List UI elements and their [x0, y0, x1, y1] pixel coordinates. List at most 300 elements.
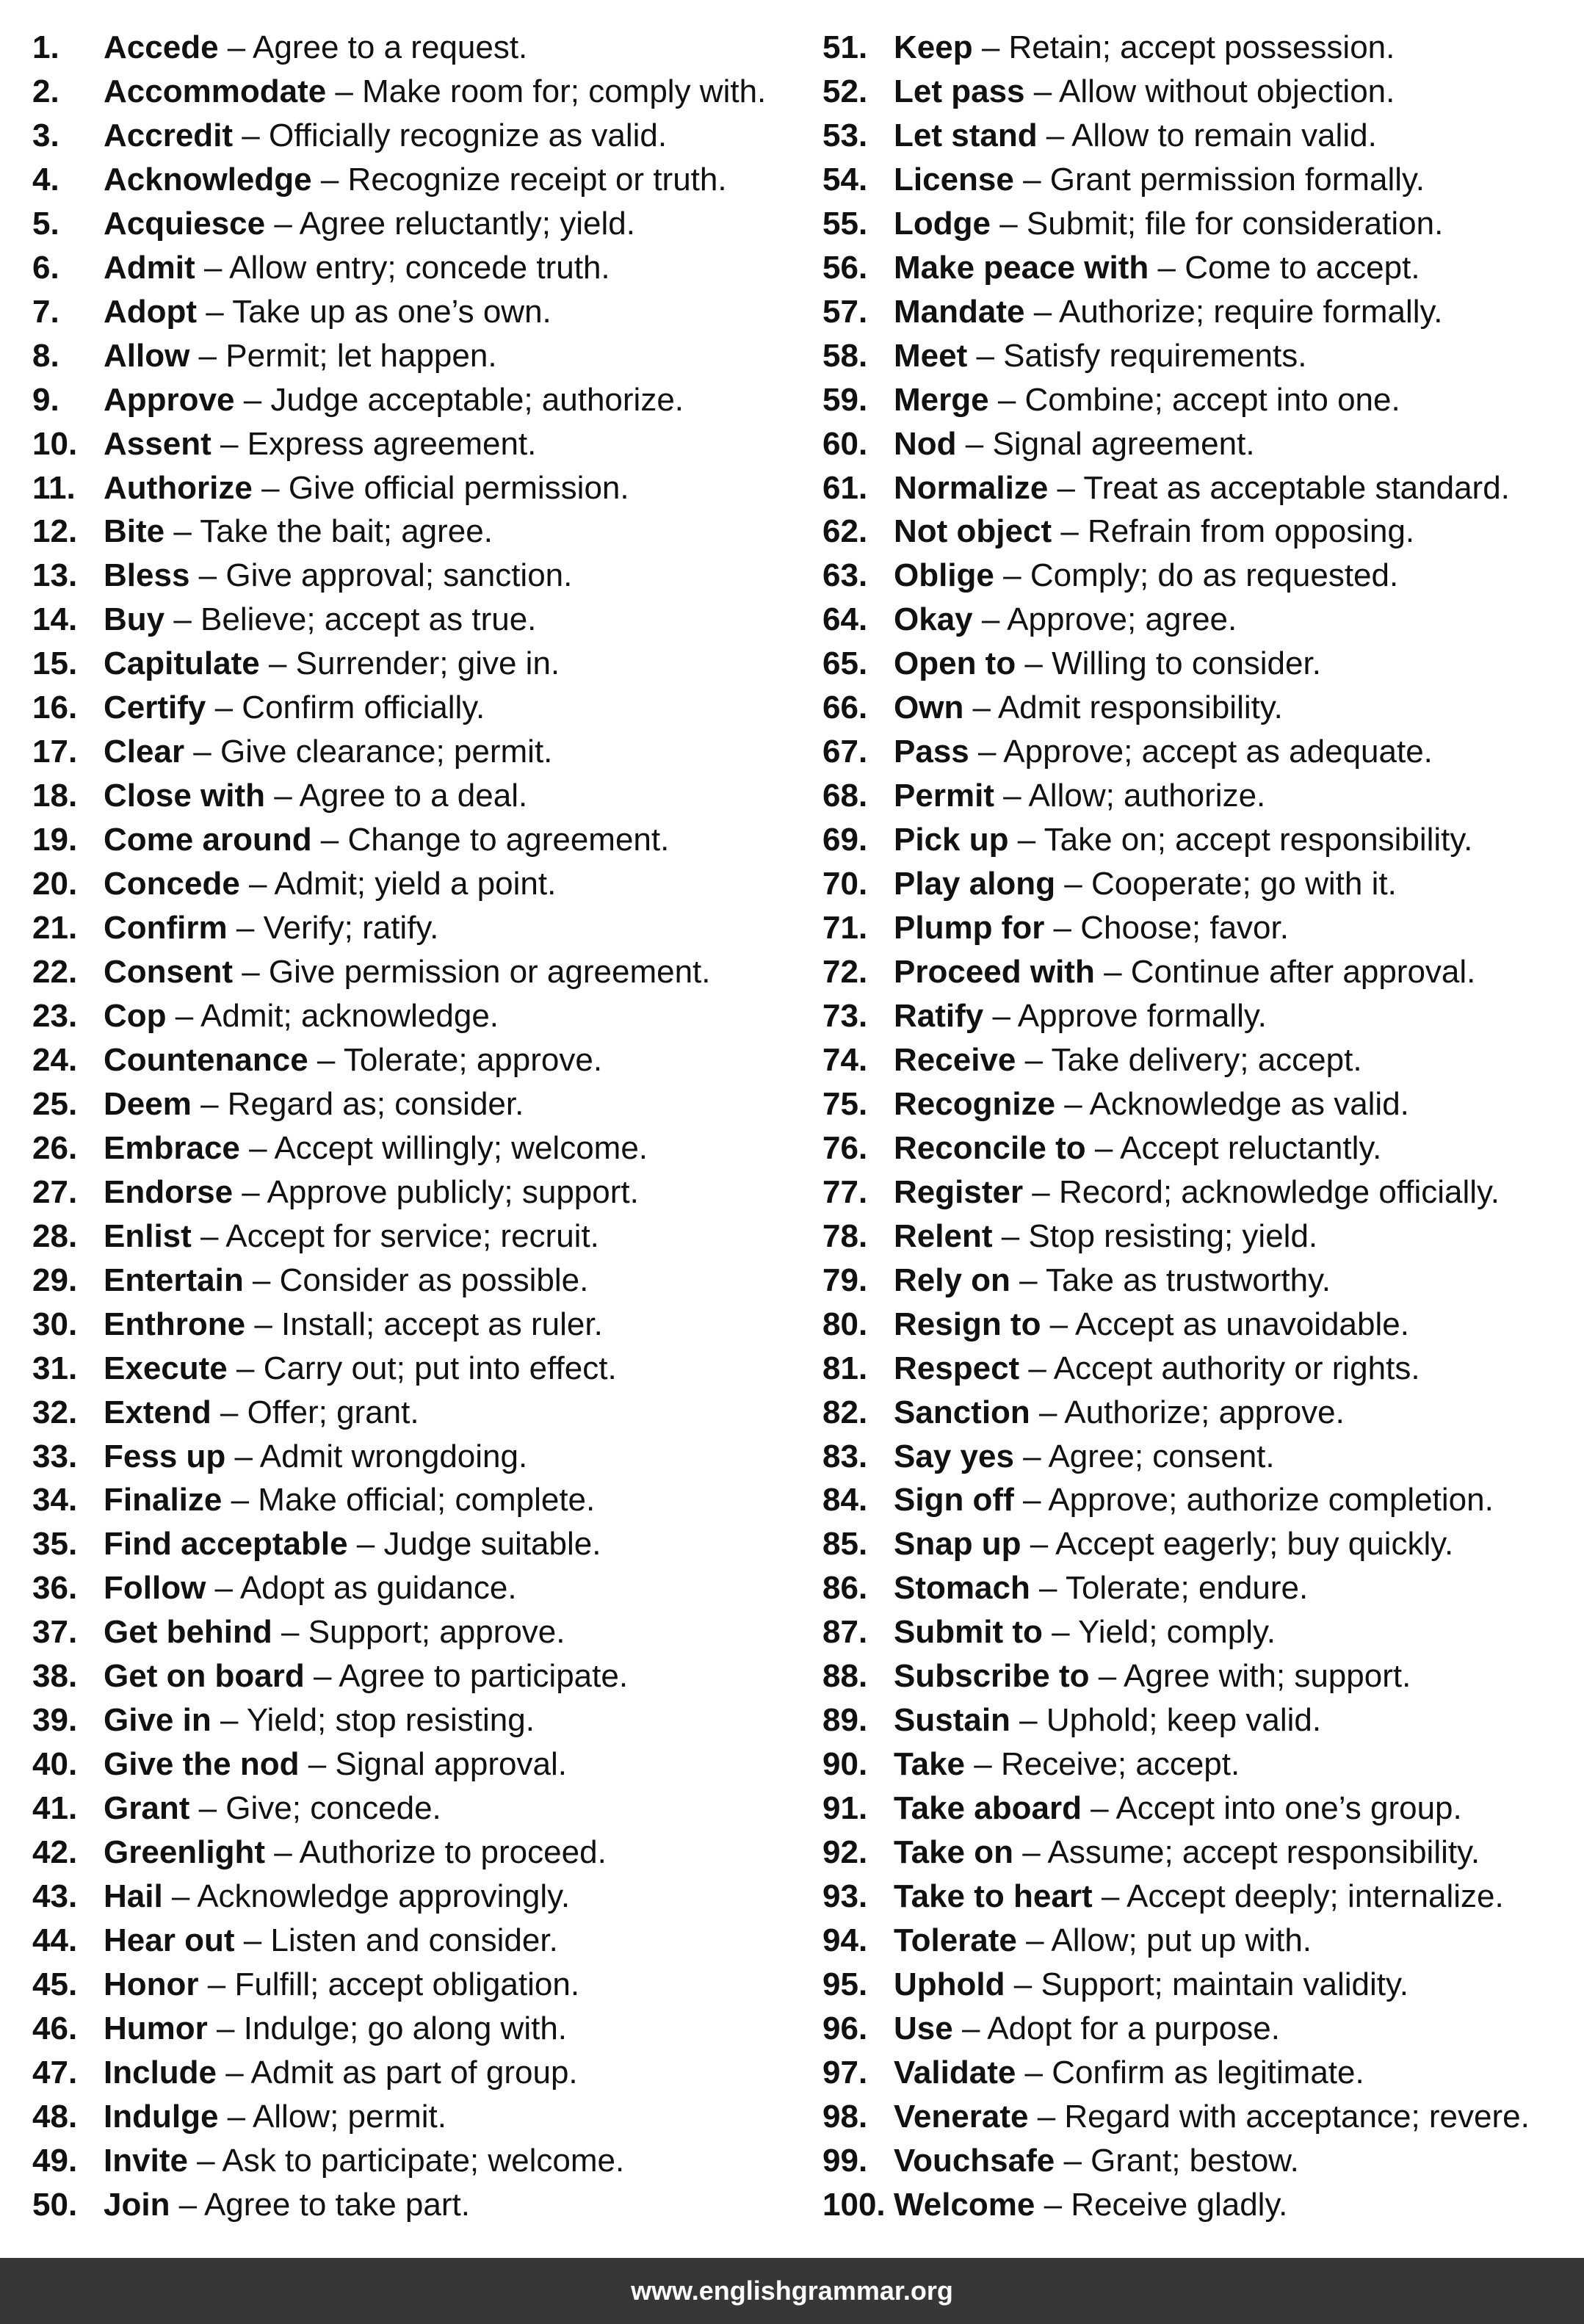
item-number: 18.: [32, 778, 78, 814]
item-term: Let stand: [894, 117, 1038, 153]
item-definition: Give official permission.: [288, 469, 629, 506]
item-separator: –: [164, 601, 201, 638]
item-definition: Make room for; comply with.: [362, 73, 767, 109]
item-number: 44.: [32, 1922, 78, 1958]
item-separator: –: [1044, 910, 1081, 946]
item-definition: Take as trustworthy.: [1046, 1261, 1331, 1298]
item-separator: –: [1013, 1482, 1049, 1518]
item-definition: Support; maintain validity.: [1041, 1966, 1408, 2002]
item-number: 24.: [32, 1041, 78, 1078]
item-number: 58.: [822, 337, 868, 374]
item-definition: Adopt as guidance.: [239, 1570, 517, 1607]
item-separator: –: [225, 1438, 260, 1474]
item-definition: Receive gladly.: [1071, 2186, 1288, 2223]
item-number: 46.: [32, 2010, 78, 2046]
item-term: Accommodate: [104, 73, 327, 109]
item-term: Submit to: [894, 1614, 1043, 1651]
item-definition: Surrender; give in.: [295, 645, 560, 682]
item-number: 40.: [32, 1746, 78, 1783]
item-number: 31.: [32, 1350, 78, 1386]
item-number: 16.: [32, 689, 78, 726]
item-term: Bless: [104, 557, 190, 594]
item-term: Certify: [104, 689, 206, 726]
item-definition: Cooperate; go with it.: [1091, 866, 1397, 902]
item-definition: Officially recognize as valid.: [269, 117, 668, 153]
item-separator: –: [1055, 2142, 1091, 2179]
item-term: Snap up: [894, 1526, 1021, 1563]
item-term: Uphold: [894, 1966, 1005, 2002]
item-separator: –: [207, 2010, 244, 2046]
item-definition: Accept for service; recruit.: [225, 1217, 599, 1254]
item-number: 93.: [822, 1878, 868, 1915]
item-separator: –: [265, 1834, 300, 1871]
item-number: 27.: [32, 1173, 78, 1210]
item-definition: Give; concede.: [225, 1790, 441, 1827]
item-definition: Regard with acceptance; revere.: [1064, 2098, 1530, 2135]
item-term: Take: [894, 1746, 966, 1783]
item-term: Vouchsafe: [894, 2142, 1055, 2179]
item-separator: –: [198, 1966, 235, 2002]
item-number: 74.: [822, 1041, 868, 1078]
item-separator: –: [972, 601, 1008, 638]
item-separator: –: [992, 1217, 1029, 1254]
item-definition: Allow; authorize.: [1028, 778, 1266, 814]
item-number: 64.: [822, 601, 868, 638]
item-number: 12.: [32, 513, 78, 550]
item-number: 73.: [822, 997, 868, 1034]
item-term: Tolerate: [894, 1922, 1017, 1958]
item-term: Not object: [894, 513, 1052, 550]
item-separator: –: [988, 381, 1025, 418]
item-definition: Acknowledge approvingly.: [197, 1878, 571, 1915]
item-definition: Regard as; consider.: [227, 1085, 524, 1122]
item-number: 39.: [32, 1702, 78, 1739]
item-separator: –: [239, 866, 275, 902]
item-separator: –: [1010, 1261, 1046, 1298]
item-term: Proceed with: [894, 954, 1095, 991]
item-definition: Authorize to proceed.: [299, 1834, 607, 1871]
item-term: Own: [894, 689, 964, 726]
item-term: Validate: [894, 2054, 1016, 2090]
item-number: 76.: [822, 1129, 868, 1166]
item-number: 84.: [822, 1482, 868, 1518]
item-number: 4.: [32, 161, 59, 198]
item-term: Deem: [104, 1085, 192, 1122]
item-term: Welcome: [894, 2186, 1035, 2223]
item-definition: Treat as acceptable standard.: [1083, 469, 1510, 506]
item-definition: Tolerate; approve.: [343, 1041, 603, 1078]
item-number: 55.: [822, 205, 868, 242]
item-separator: –: [233, 117, 269, 153]
item-separator: –: [1023, 1173, 1059, 1210]
item-separator: –: [1013, 1438, 1049, 1474]
item-number: 63.: [822, 557, 868, 594]
item-definition: Judge acceptable; authorize.: [270, 381, 684, 418]
item-term: Grant: [104, 1790, 190, 1827]
item-term: Receive: [894, 1041, 1016, 1078]
item-number: 87.: [822, 1614, 868, 1651]
item-definition: Signal agreement.: [992, 425, 1255, 462]
item-separator: –: [189, 557, 226, 594]
item-number: 81.: [822, 1350, 868, 1386]
item-number: 6.: [32, 249, 59, 286]
item-separator: –: [218, 29, 253, 65]
item-term: Fess up: [104, 1438, 226, 1474]
item-separator: –: [1030, 1570, 1066, 1607]
item-number: 25.: [32, 1085, 78, 1122]
item-definition: Accept willingly; welcome.: [274, 1129, 648, 1166]
item-definition: Accept deeply; internalize.: [1126, 1878, 1504, 1915]
item-definition: Take delivery; accept.: [1051, 1041, 1362, 1078]
item-separator: –: [211, 1394, 247, 1430]
item-term: Normalize: [894, 469, 1049, 506]
item-definition: Approve; accept as adequate.: [1003, 734, 1433, 770]
item-separator: –: [218, 2098, 253, 2135]
item-number: 78.: [822, 1217, 868, 1254]
item-separator: –: [166, 997, 201, 1034]
item-number: 61.: [822, 469, 868, 506]
item-definition: Assume; accept responsibility.: [1047, 1834, 1480, 1871]
item-number: 82.: [822, 1394, 868, 1430]
item-term: Include: [104, 2054, 217, 2090]
item-definition: Support; approve.: [308, 1614, 565, 1651]
item-term: Greenlight: [104, 1834, 266, 1871]
item-term: Reconcile to: [894, 1129, 1086, 1166]
item-separator: –: [1016, 645, 1052, 682]
item-term: Register: [894, 1173, 1024, 1210]
footer-website-link[interactable]: www.englishgrammar.org: [631, 2276, 953, 2306]
item-term: Recognize: [894, 1085, 1056, 1122]
item-number: 45.: [32, 1966, 78, 2002]
item-term: Accredit: [104, 117, 234, 153]
item-number: 99.: [822, 2142, 868, 2179]
item-number: 51.: [822, 29, 868, 65]
item-term: Entertain: [104, 1261, 244, 1298]
item-term: Allow: [104, 337, 190, 374]
item-separator: –: [233, 1173, 267, 1210]
item-number: 38.: [32, 1658, 78, 1695]
item-separator: –: [1005, 1966, 1041, 2002]
item-term: Get on board: [104, 1658, 305, 1695]
item-term: Meet: [894, 337, 968, 374]
item-separator: –: [234, 381, 271, 418]
item-definition: Allow to remain valid.: [1071, 117, 1377, 153]
item-definition: Adopt for a purpose.: [987, 2010, 1280, 2046]
item-term: Open to: [894, 645, 1016, 682]
item-separator: –: [1024, 73, 1060, 109]
item-term: Finalize: [104, 1482, 223, 1518]
item-separator: –: [1092, 1878, 1127, 1915]
item-term: License: [894, 161, 1014, 198]
item-separator: –: [311, 161, 348, 198]
item-number: 13.: [32, 557, 78, 594]
item-number: 33.: [32, 1438, 78, 1474]
item-definition: Continue after approval.: [1130, 954, 1476, 991]
item-number: 19.: [32, 822, 78, 858]
item-separator: –: [326, 73, 363, 109]
item-definition: Make official; complete.: [258, 1482, 596, 1518]
item-number: 20.: [32, 866, 78, 902]
item-term: Nod: [894, 425, 957, 462]
item-number: 80.: [822, 1306, 868, 1342]
item-separator: –: [243, 1261, 280, 1298]
item-separator: –: [1016, 1041, 1052, 1078]
item-number: 72.: [822, 954, 868, 991]
item-definition: Tolerate; endure.: [1065, 1570, 1309, 1607]
item-definition: Confirm officially.: [242, 689, 485, 726]
footer-bar: [0, 2258, 1584, 2324]
item-definition: Give permission or agreement.: [268, 954, 711, 991]
item-number: 37.: [32, 1614, 78, 1651]
item-separator: –: [1085, 1129, 1121, 1166]
item-term: Get behind: [104, 1614, 272, 1651]
item-definition: Accept into one’s group.: [1115, 1790, 1462, 1827]
item-definition: Ask to participate; welcome.: [222, 2142, 625, 2179]
item-number: 47.: [32, 2054, 78, 2090]
item-separator: –: [1035, 2186, 1071, 2223]
item-term: Stomach: [894, 1570, 1030, 1607]
item-separator: –: [969, 734, 1004, 770]
item-separator: –: [206, 689, 242, 726]
item-separator: –: [994, 557, 1030, 594]
item-definition: Agree to a deal.: [299, 778, 528, 814]
item-separator: –: [227, 1350, 264, 1386]
item-term: Invite: [104, 2142, 188, 2179]
item-term: Hear out: [104, 1922, 235, 1958]
item-definition: Verify; ratify.: [263, 910, 439, 946]
item-definition: Willing to consider.: [1052, 645, 1321, 682]
item-separator: –: [1030, 1394, 1065, 1430]
item-number: 65.: [822, 645, 868, 682]
item-number: 34.: [32, 1482, 78, 1518]
item-definition: Give approval; sanction.: [225, 557, 573, 594]
item-number: 56.: [822, 249, 868, 286]
item-term: Plump for: [894, 910, 1045, 946]
item-separator: –: [195, 249, 230, 286]
item-definition: Admit; yield a point.: [274, 866, 557, 902]
item-term: Make peace with: [894, 249, 1149, 286]
item-term: Keep: [894, 29, 973, 65]
item-number: 77.: [822, 1173, 868, 1210]
item-term: Cop: [104, 997, 167, 1034]
item-separator: –: [189, 337, 226, 374]
item-term: Indulge: [104, 2098, 219, 2135]
item-definition: Record; acknowledge officially.: [1059, 1173, 1500, 1210]
item-separator: –: [164, 513, 200, 550]
item-definition: Allow without objection.: [1059, 73, 1395, 109]
item-number: 54.: [822, 161, 868, 198]
item-definition: Authorize; approve.: [1064, 1394, 1345, 1430]
item-definition: Agree to participate.: [339, 1658, 629, 1695]
item-definition: Admit; acknowledge.: [200, 997, 499, 1034]
item-number: 75.: [822, 1085, 868, 1122]
item-separator: –: [1019, 1350, 1054, 1386]
item-term: Enthrone: [104, 1306, 246, 1342]
item-definition: Stop resisting; yield.: [1028, 1217, 1318, 1254]
item-separator: –: [994, 778, 1029, 814]
item-term: Give in: [104, 1702, 211, 1739]
item-definition: Agree to take part.: [203, 2186, 470, 2223]
item-definition: Offer; grant.: [247, 1394, 419, 1430]
item-definition: Agree reluctantly; yield.: [299, 205, 635, 242]
item-separator: –: [1024, 293, 1059, 330]
item-term: Mandate: [894, 293, 1025, 330]
item-number: 15.: [32, 645, 78, 682]
item-definition: Accept as unavoidable.: [1074, 1306, 1409, 1342]
item-term: Countenance: [104, 1041, 308, 1078]
item-term: Embrace: [104, 1129, 240, 1166]
item-term: Give the nod: [104, 1746, 300, 1783]
item-definition: Retain; accept possession.: [1008, 29, 1395, 65]
item-number: 10.: [32, 425, 78, 462]
item-term: Use: [894, 2010, 953, 2046]
item-definition: Take on; accept responsibility.: [1044, 822, 1473, 858]
item-definition: Permit; let happen.: [225, 337, 497, 374]
item-definition: Comply; do as requested.: [1030, 557, 1399, 594]
item-separator: –: [965, 1746, 1001, 1783]
item-definition: Agree to a request.: [253, 29, 528, 65]
item-separator: –: [189, 1790, 226, 1827]
item-separator: –: [272, 1614, 308, 1651]
item-definition: Agree; consent.: [1048, 1438, 1275, 1474]
item-number: 96.: [822, 2010, 868, 2046]
item-number: 91.: [822, 1790, 868, 1827]
item-number: 68.: [822, 778, 868, 814]
item-separator: –: [1055, 1085, 1090, 1122]
item-separator: –: [211, 425, 247, 462]
item-definition: Approve publicly; support.: [267, 1173, 639, 1210]
item-term: Join: [104, 2186, 170, 2223]
item-definition: Approve; authorize completion.: [1048, 1482, 1494, 1518]
item-definition: Allow; permit.: [252, 2098, 447, 2135]
item-term: Bite: [104, 513, 165, 550]
item-number: 30.: [32, 1306, 78, 1342]
item-separator: –: [963, 689, 998, 726]
item-separator: –: [990, 205, 1027, 242]
item-separator: –: [952, 2010, 988, 2046]
item-term: Oblige: [894, 557, 994, 594]
item-separator: –: [1149, 249, 1185, 286]
item-separator: –: [170, 2186, 204, 2223]
item-term: Endorse: [104, 1173, 234, 1210]
item-term: Subscribe to: [894, 1658, 1090, 1695]
item-term: Resign to: [894, 1306, 1041, 1342]
item-separator: –: [252, 469, 289, 506]
item-term: Rely on: [894, 1261, 1010, 1298]
item-number: 11.: [32, 469, 76, 506]
item-separator: –: [187, 2142, 223, 2179]
item-term: Buy: [104, 601, 165, 638]
item-term: Clear: [104, 734, 185, 770]
item-definition: Confirm as legitimate.: [1052, 2054, 1364, 2090]
item-definition: Agree with; support.: [1124, 1658, 1411, 1695]
item-term: Adopt: [104, 293, 198, 330]
item-number: 35.: [32, 1526, 78, 1563]
item-number: 28.: [32, 1217, 78, 1254]
item-definition: Believe; accept as true.: [200, 601, 537, 638]
item-number: 94.: [822, 1922, 868, 1958]
item-separator: –: [983, 997, 1018, 1034]
item-number: 90.: [822, 1746, 868, 1783]
item-term: Approve: [104, 381, 235, 418]
item-number: 52.: [822, 73, 868, 109]
item-separator: –: [1055, 866, 1091, 902]
item-number: 17.: [32, 734, 78, 770]
item-number: 43.: [32, 1878, 78, 1915]
item-number: 23.: [32, 997, 78, 1034]
item-separator: –: [1042, 1614, 1078, 1651]
item-definition: Submit; file for consideration.: [1026, 205, 1444, 242]
item-definition: Choose; favor.: [1080, 910, 1289, 946]
item-term: Extend: [104, 1394, 211, 1430]
item-term: Acquiesce: [104, 205, 266, 242]
item-separator: –: [1052, 513, 1088, 550]
item-number: 3.: [32, 117, 59, 153]
item-number: 100.: [822, 2186, 886, 2223]
item-number: 42.: [32, 1834, 78, 1871]
item-separator: –: [191, 1217, 226, 1254]
item-number: 92.: [822, 1834, 868, 1871]
item-term: Close with: [104, 778, 266, 814]
item-term: Okay: [894, 601, 973, 638]
item-number: 88.: [822, 1658, 868, 1695]
item-term: Merge: [894, 381, 989, 418]
item-number: 60.: [822, 425, 868, 462]
item-number: 57.: [822, 293, 868, 330]
item-separator: –: [1013, 1834, 1048, 1871]
item-term: Sign off: [894, 1482, 1014, 1518]
item-term: Lodge: [894, 205, 991, 242]
item-definition: Refrain from opposing.: [1088, 513, 1415, 550]
item-definition: Combine; accept into one.: [1024, 381, 1400, 418]
item-definition: Judge suitable.: [383, 1526, 601, 1563]
item-definition: Signal approval.: [335, 1746, 567, 1783]
item-term: Let pass: [894, 73, 1025, 109]
item-definition: Yield; comply.: [1077, 1614, 1276, 1651]
item-term: Follow: [104, 1570, 206, 1607]
item-definition: Admit as part of group.: [250, 2054, 578, 2090]
item-number: 89.: [822, 1702, 868, 1739]
item-term: Humor: [104, 2010, 208, 2046]
item-term: Authorize: [104, 469, 253, 506]
item-definition: Grant; bestow.: [1091, 2142, 1299, 2179]
item-definition: Install; accept as ruler.: [281, 1306, 603, 1342]
item-separator: –: [217, 2054, 251, 2090]
item-term: Enlist: [104, 1217, 192, 1254]
item-separator: –: [1008, 822, 1044, 858]
item-definition: Uphold; keep valid.: [1046, 1702, 1322, 1739]
item-separator: –: [1013, 161, 1050, 198]
item-number: 70.: [822, 866, 868, 902]
item-term: Permit: [894, 778, 994, 814]
item-number: 98.: [822, 2098, 868, 2135]
item-definition: Acknowledge as valid.: [1089, 1085, 1409, 1122]
item-term: Come around: [104, 822, 312, 858]
item-separator: –: [227, 910, 264, 946]
item-separator: –: [308, 1041, 344, 1078]
item-number: 29.: [32, 1261, 78, 1298]
item-term: Pass: [894, 734, 969, 770]
item-separator: –: [1041, 1306, 1075, 1342]
item-separator: –: [211, 1702, 247, 1739]
item-term: Honor: [104, 1966, 199, 2002]
item-number: 86.: [822, 1570, 868, 1607]
item-definition: Allow; put up with.: [1051, 1922, 1312, 1958]
item-separator: –: [972, 29, 1009, 65]
item-separator: –: [184, 734, 220, 770]
item-separator: –: [234, 1922, 271, 1958]
item-separator: –: [265, 205, 300, 242]
